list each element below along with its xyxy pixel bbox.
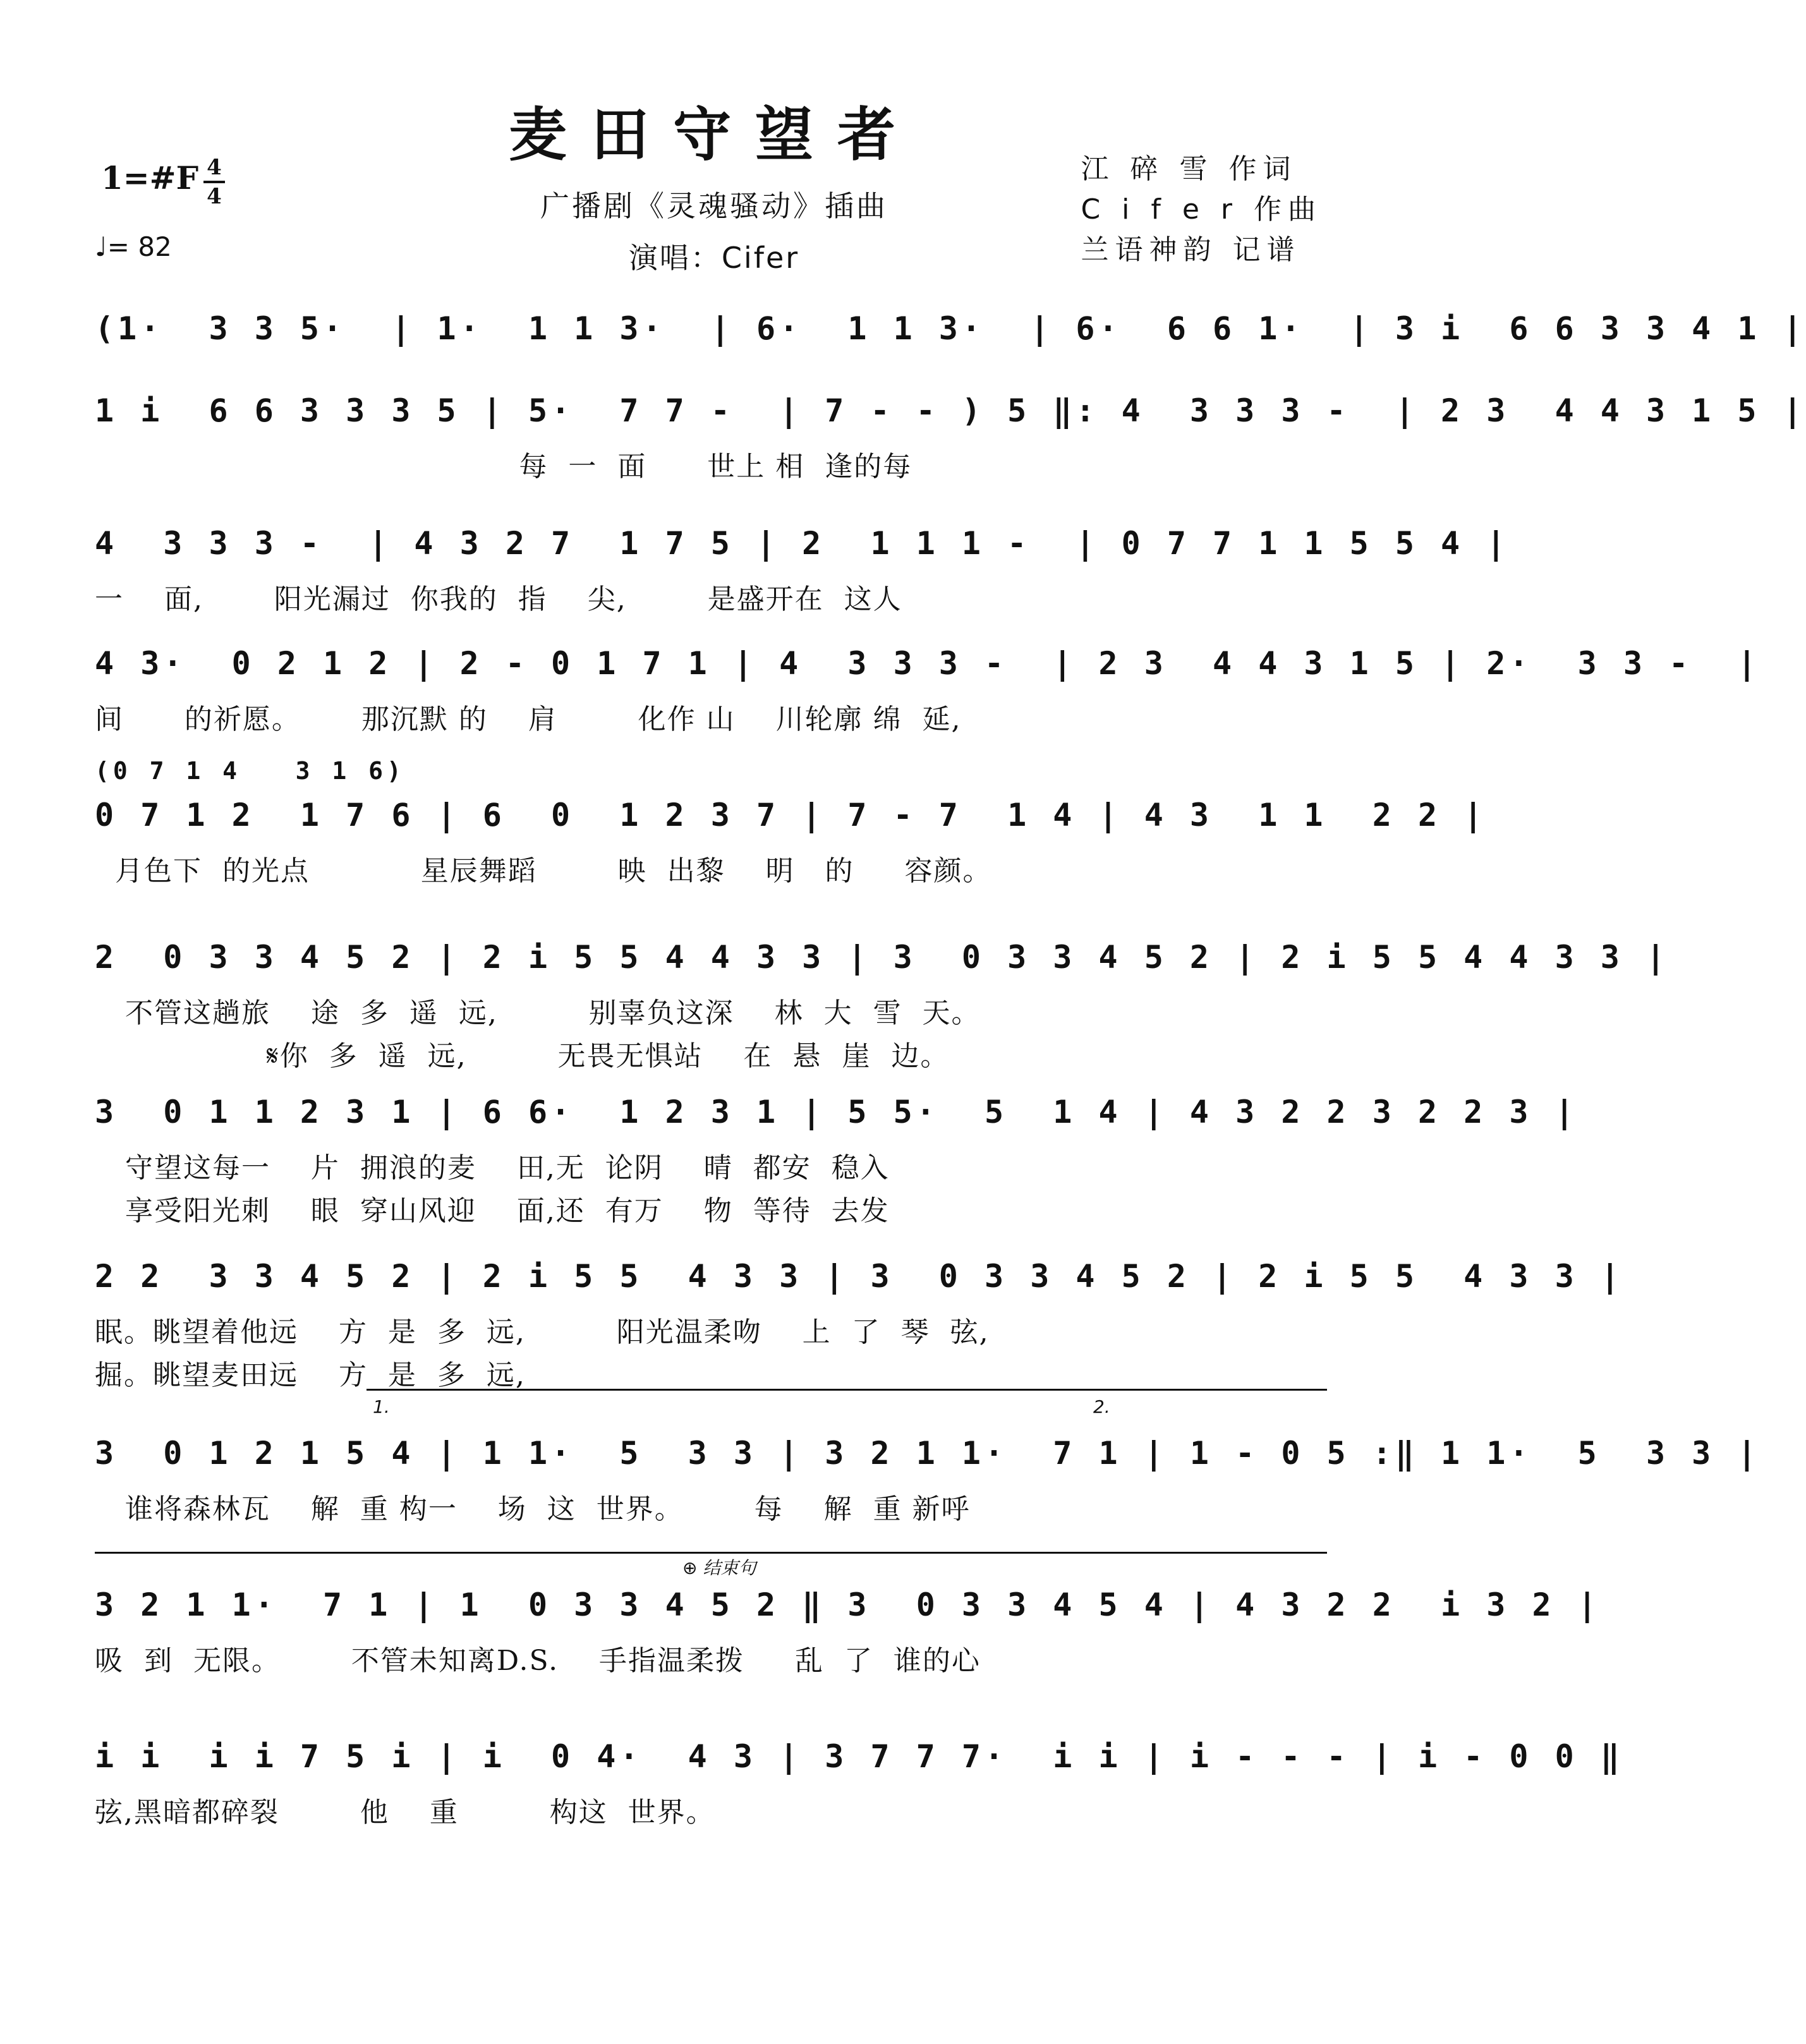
lyric-verse-1: 月色下 的光点 星辰舞蹈 映 出黎 明 的 容颜。: [95, 855, 992, 887]
notation-line: (1· 3 3 5· | 1· 1 1 3· | 6· 1 1 3· | 6· 6 6 1· | 3 i 6 6 3 3 4 1 |: [95, 310, 1806, 347]
time-signature-bottom: 4: [207, 184, 222, 209]
alternate-notes: (0 7 1 4 3 1 6): [95, 757, 405, 785]
volta-second-ending: 2.: [1093, 1396, 1110, 1417]
lyric-verse-2: 掘。眺望麦田远 方 是 多 远,: [95, 1359, 526, 1391]
lyric-verse-1: 不管这趟旅 途 多 遥 远, 别辜负这深 林 大 雪 天。: [95, 997, 981, 1029]
lyric-verse-1: 吸 到 无限。 不管未知离D.S. 手指温柔拨 乱 了 谁的心: [95, 1645, 981, 1677]
lyricist-credit: 江 碎 雪 作词: [1081, 153, 1297, 185]
time-signature-top: 4: [207, 155, 222, 180]
credits-block: [1081, 149, 1322, 270]
notation-line: 1 i 6 6 3 3 3 5 | 5· 7 7 - | 7 - - ) 5 ‖: 4 3 3 3 - | 2 3 4 4 3 1 5 |: [95, 392, 1806, 429]
notation-line: 2 2 3 3 4 5 2 | 2 i 5 5 4 3 3 | 3 0 3 3 4 5 2 | 2 i 5 5 4 3 3 |: [95, 1258, 1623, 1295]
lyric-verse-2: 𝄋你 多 遥 远, 无畏无惧站 在 悬 崖 边。: [95, 1040, 950, 1072]
notation-line: 0 7 1 2 1 7 6 | 6 0 1 2 3 7 | 7 - 7 1 4 | 4 3 1 1 2 2 |: [95, 797, 1487, 833]
notation-line: 3 0 1 1 2 3 1 | 6 6· 1 2 3 1 | 5 5· 5 1 4 | 4 3 2 2 3 2 2 3 |: [95, 1094, 1578, 1130]
lyric-verse-1: 谁将森林瓦 解 重 构一 场 这 世界。 每 解 重 新呼: [95, 1493, 971, 1525]
section-rule: [95, 1552, 1327, 1554]
time-signature-divider: [203, 181, 225, 183]
notation-line: 4 3· 0 2 1 2 | 2 - 0 1 7 1 | 4 3 3 3 - | 2 3 4 4 3 1 5 | 2· 3 3 - |: [95, 645, 1761, 682]
lyric-verse-1: 间 的祈愿。 那沉默 的 肩 化作 山 川轮廓 绵 延,: [95, 703, 962, 735]
lyric-verse-1: 每 一 面 世上 相 逢的每: [95, 451, 912, 483]
composer-credit: C i f e r 作曲: [1081, 193, 1322, 226]
song-title: 麦田守望者: [508, 100, 919, 169]
time-signature: [203, 155, 225, 209]
lyric-verse-1: 弦,黑暗都碎裂 他 重 构这 世界。: [95, 1796, 715, 1829]
notation-line: 3 0 1 2 1 5 4 | 1 1· 5 3 3 | 3 2 1 1· 7 1 | 1 - 0 5 :‖ 1 1· 5 3 3 |: [95, 1435, 1761, 1472]
transcriber-credit: 兰语神韵 记谱: [1081, 234, 1301, 266]
coda-label: ⊕ 结束句: [682, 1557, 756, 1578]
notation-line: 4 3 3 3 - | 4 3 2 7 1 7 5 | 2 1 1 1 - | 0 7 7 1 1 5 5 4 |: [95, 525, 1510, 562]
lyric-verse-1: 守望这每一 片 拥浪的麦 田,无 论阴 晴 都安 稳入: [95, 1152, 890, 1184]
song-subtitle: 广播剧《灵魂骚动》插曲: [540, 189, 888, 223]
notation-line: i i i i 7 5 i | i 0 4· 4 3 | 3 7 7 7· i i | i - - - | i - 0 0 ‖: [95, 1738, 1623, 1775]
notation-line: 3 2 1 1· 7 1 | 1 0 3 3 4 5 2 ‖ 3 0 3 3 4 5 4 | 4 3 2 2 i 3 2 |: [95, 1587, 1601, 1623]
singer-line: 演唱：Cifer: [628, 241, 800, 275]
notation-line: 2 0 3 3 4 5 2 | 2 i 5 5 4 4 3 3 | 3 0 3 3 4 5 2 | 2 i 5 5 4 4 3 3 |: [95, 939, 1670, 976]
volta-first-ending: 1.: [373, 1396, 390, 1417]
lyric-verse-1: 眠。眺望着他远 方 是 多 远, 阳光温柔吻 上 了 琴 弦,: [95, 1316, 990, 1348]
lyric-verse-2: 享受阳光刺 眼 穿山风迎 面,还 有万 物 等待 去发: [95, 1195, 890, 1227]
key-signature: 1=#F: [101, 159, 199, 197]
tempo-marking: ♩= 82: [95, 231, 172, 262]
lyric-verse-1: 一 面, 阳光漏过 你我的 指 尖, 是盛开在 这人: [95, 583, 902, 615]
volta-bracket: [367, 1389, 1327, 1391]
